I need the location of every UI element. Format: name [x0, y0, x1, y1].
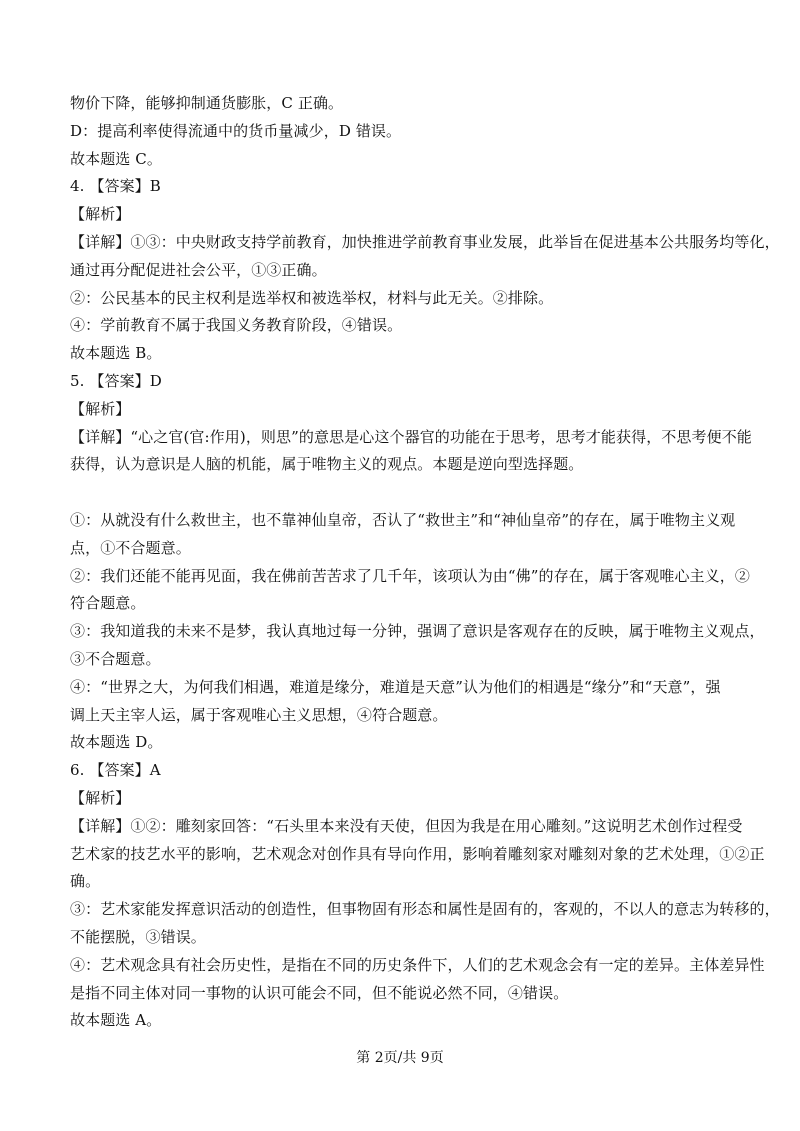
text-line: ②：我们还能不能再见面，我在佛前苦苦求了几千年，该项认为由“佛”的存在，属于客观唯心主义，② — [70, 566, 750, 585]
text-line: ④：学前教育不属于我国义务教育阶段，④错误。 — [70, 316, 403, 335]
text-line: 不能摆脱，③错误。 — [70, 927, 206, 946]
text-line: 是指不同主体对同一事物的认识可能会不同，但不能说必然不同，④错误。 — [70, 983, 569, 1002]
text-line: ①：从就没有什么救世主，也不靠神仙皇帝，否认了“救世主”和“神仙皇帝”的存在，属于唯物主义观 — [70, 510, 736, 529]
answer-explanation-body — [70, 90, 780, 1035]
text-line: 故本题选 B。 — [70, 344, 162, 363]
text-line: 故本题选 D。 — [70, 733, 163, 752]
page-number-footer: 第 2页/共 9页 — [356, 1050, 444, 1066]
text-line: ④：“世界之大，为何我们相遇，难道是缘分，难道是天意”认为他们的相遇是“缘分”和“天意”，强 — [70, 677, 721, 696]
text-line: 6. 【答案】A — [70, 761, 161, 780]
text-line: 4. 【答案】B — [70, 177, 161, 196]
text-line: 【解析】 — [70, 205, 131, 224]
text-line: 【详解】①②：雕刻家回答：“石头里本来没有天使，但因为我是在用心雕刻。”这说明艺术创作过程受 — [70, 816, 743, 835]
text-line: ③：我知道我的未来不是梦，我认真地过每一分钟，强调了意识是客观存在的反映，属于唯物主义观点， — [70, 622, 765, 641]
text-line: 调上天主宰人运，属于客观唯心主义思想，④符合题意。 — [70, 705, 448, 724]
text-line: 【详解】“心之官(官:作用)，则思”的意思是心这个器官的功能在于思考，思考才能获得，不思考便不能 — [70, 427, 752, 446]
text-line: 物价下降，能够抑制通货膨胀，C 正确。 — [70, 94, 344, 112]
text-line: 确。 — [70, 872, 101, 891]
text-line: 5. 【答案】D — [70, 371, 162, 390]
text-line: 点，①不合题意。 — [70, 538, 191, 557]
text-line: 获得，认为意识是人脑的机能，属于唯物主义的观点。本题是逆向型选择题。 — [70, 455, 584, 474]
text-line: 符合题意。 — [70, 594, 146, 613]
text-line: 故本题选 C。 — [70, 149, 162, 168]
text-line: 【解析】 — [70, 399, 131, 418]
text-line: ②：公民基本的民主权利是选举权和被选举权，材料与此无关。②排除。 — [70, 288, 554, 307]
blank-line — [70, 479, 736, 507]
text-line: ③：艺术家能发挥意识活动的创造性，但事物固有形态和属性是固有的，客观的，不以人的意志为转移的， — [70, 900, 780, 919]
text-line: ④：艺术观念具有社会历史性，是指在不同的历史条件下，人们的艺术观念会有一定的差异。主体差异性 — [70, 955, 765, 974]
text-line: 【解析】 — [70, 788, 131, 807]
text-line: D：提高利率使得流通中的货币量减少，D 错误。 — [70, 121, 402, 140]
text-line: 故本题选 A。 — [70, 1011, 162, 1030]
text-line: ③不合题意。 — [70, 649, 161, 668]
text-line: 艺术家的技艺水平的影响，艺术观念对创作具有导向作用，影响着雕刻家对雕刻对象的艺术处理，①②正 — [70, 844, 765, 863]
text-line: 通过再分配促进社会公平，①③正确。 — [70, 260, 327, 279]
text-line: 【详解】①③：中央财政支持学前教育，加快推进学前教育事业发展，此举旨在促进基本公共服务均等化， — [70, 232, 780, 251]
